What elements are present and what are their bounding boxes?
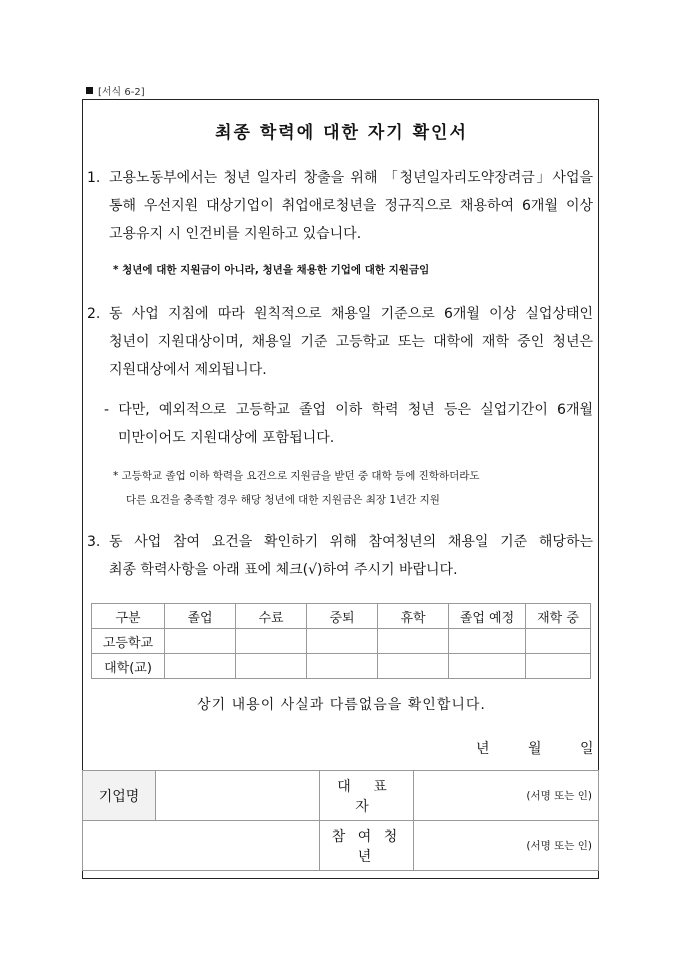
section-3-line: 최종 학력사항을 아래 표에 체크(√)하여 주시기 바랍니다. bbox=[109, 562, 458, 578]
section-1-note: * 청년에 대한 지원금이 아니라, 청년을 채용한 기업에 대한 지원금임 bbox=[113, 264, 430, 276]
table-header-cell: 졸업 bbox=[165, 604, 236, 629]
table-header-cell: 수료 bbox=[236, 604, 307, 629]
section-1-line: 고용노동부에서는 청년 일자리 창출을 위해 「청년일자리도약장려금」사업을 bbox=[109, 170, 593, 186]
table-header-cell: 중퇴 bbox=[307, 604, 378, 629]
section-1 bbox=[87, 164, 593, 248]
section-2-note bbox=[113, 464, 593, 512]
company-label: 기업명 bbox=[83, 771, 156, 821]
check-cell[interactable] bbox=[526, 629, 591, 654]
section-1-number: 1. bbox=[87, 170, 101, 186]
check-cell[interactable] bbox=[378, 654, 449, 679]
check-cell[interactable] bbox=[165, 629, 236, 654]
section-2-line: 청년이 지원대상이며, 채용일 기준 고등학교 또는 대학에 재학 중인 청년은 bbox=[109, 334, 593, 350]
section-1-line: 고용유지 시 인건비를 지원하고 있습니다. bbox=[109, 226, 362, 242]
section-2-sub-line: - 다만, 예외적으로 고등학교 졸업 이하 학력 청년 등은 실업기간이 6개월 bbox=[104, 402, 593, 418]
company-name-field[interactable] bbox=[156, 771, 320, 821]
table-header-cell: 재학 중 bbox=[526, 604, 591, 629]
section-2-line: 동 사업 지침에 따라 원칙적으로 채용일 기준으로 6개월 이상 실업상태인 bbox=[109, 306, 593, 322]
section-3-number: 3. bbox=[87, 534, 101, 550]
check-cell[interactable] bbox=[307, 654, 378, 679]
representative-signature-field[interactable]: (서명 또는 인) bbox=[414, 771, 599, 821]
section-2-note-line: * 고등학교 졸업 이하 학력을 요건으로 지원금을 받던 중 대학 등에 진학하더라도 bbox=[113, 470, 480, 482]
check-cell[interactable] bbox=[165, 654, 236, 679]
page-title: 최종 학력에 대한 자기 확인서 bbox=[215, 123, 468, 143]
table-header-cell: 구분 bbox=[92, 604, 165, 629]
square-bullet-icon bbox=[86, 87, 93, 94]
form-frame bbox=[82, 99, 599, 879]
form-label bbox=[86, 83, 145, 98]
check-cell[interactable] bbox=[449, 654, 526, 679]
check-cell[interactable] bbox=[378, 629, 449, 654]
section-2-note-line: 다른 요건을 충족할 경우 해당 청년에 대한 지원금은 최장 1년간 지원 bbox=[126, 494, 440, 506]
table-header-row bbox=[92, 604, 591, 629]
section-2-number: 2. bbox=[87, 306, 101, 322]
signature-row-representative bbox=[83, 771, 599, 821]
row-label: 고등학교 bbox=[92, 629, 165, 654]
section-2-sub-line: 미만이어도 지원대상에 포함됩니다. bbox=[118, 430, 335, 446]
table-row bbox=[92, 629, 591, 654]
youth-signature-field[interactable]: (서명 또는 인) bbox=[414, 821, 599, 871]
representative-label: 대 표 자 bbox=[320, 771, 414, 821]
youth-label: 참 여 청 년 bbox=[320, 821, 414, 871]
table-row bbox=[92, 654, 591, 679]
education-check-table bbox=[91, 603, 591, 679]
section-2-exception bbox=[104, 396, 593, 452]
check-cell[interactable] bbox=[449, 629, 526, 654]
check-cell[interactable] bbox=[307, 629, 378, 654]
check-cell[interactable] bbox=[526, 654, 591, 679]
date-day: 일 bbox=[580, 741, 594, 757]
check-cell[interactable] bbox=[236, 654, 307, 679]
row-label: 대학(교) bbox=[92, 654, 165, 679]
section-3-line: 동 사업 참여 요건을 확인하기 위해 참여청년의 채용일 기준 해당하는 bbox=[109, 534, 593, 550]
section-2-line: 지원대상에서 제외됩니다. bbox=[109, 362, 267, 378]
section-3 bbox=[87, 528, 593, 584]
table-header-cell: 휴학 bbox=[378, 604, 449, 629]
section-2 bbox=[87, 300, 593, 384]
date-year: 년 bbox=[476, 741, 490, 757]
confirmation-statement: 상기 내용이 사실과 다름없음을 확인합니다. bbox=[197, 697, 486, 713]
date-month: 월 bbox=[528, 741, 542, 757]
form-number: [서식 6-2] bbox=[98, 87, 145, 98]
check-cell[interactable] bbox=[236, 629, 307, 654]
signature-table bbox=[82, 770, 599, 871]
table-header-cell: 졸업 예정 bbox=[449, 604, 526, 629]
section-1-line: 통해 우선지원 대상기업이 취업애로청년을 정규직으로 채용하여 6개월 이상 bbox=[109, 198, 593, 214]
youth-name-field[interactable] bbox=[83, 821, 320, 871]
signature-row-youth bbox=[83, 821, 599, 871]
